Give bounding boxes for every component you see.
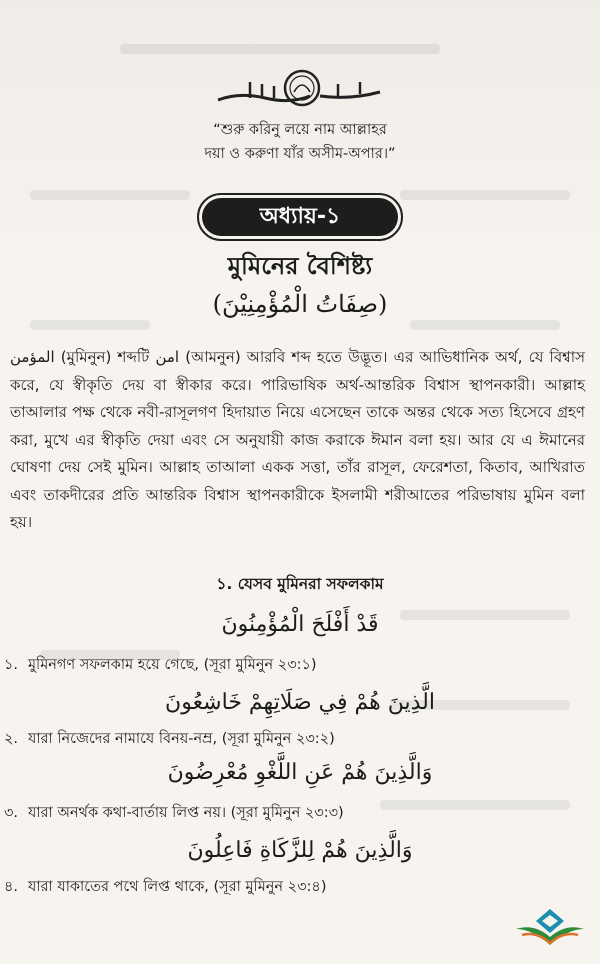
verse-number-3: ৩.: [4, 805, 19, 821]
chapter-arabic-title: (صِفَاتُ الْمُؤْمِنِيْنَ): [212, 290, 388, 318]
verse-number-1: ১.: [4, 657, 19, 673]
verse-arabic-2: الَّذِينَ هُمْ فِي صَلَاتِهِمْ خَاشِعُونَ: [165, 690, 435, 715]
verse-translation-1: [4, 654, 594, 678]
verse-translation-3: [4, 802, 594, 826]
verse-number-2: ২.: [4, 731, 19, 747]
bismillah-calligraphy: [210, 62, 390, 110]
intro-paragraph: المؤمن (মুমিনুন) শব্দটি امن (আমনুন) আরবি শব্দ হতে উদ্ভূত। এর আভিধানিক অর্থ, যে বিশ্বাস করে, যে স্বীকৃতি দেয় বা স্বীকার করে। পারিভাষিক অর্থ-আন্তরিক বিশ্বাস স্থাপনকারী। আল্লাহ তাআলার পক্ষ থেকে নবী-রাসূলগণ হিদায়াত নিয়ে এসেছেন তাকে অন্তর থেকে সত্য হিসেবে গ্রহণ করা, মুখে এর স্বীকৃতি দেয়া এবং সে অনুযায়ী কাজ করাকে ঈমান বলা হয়। আর যে এ ঈমানের ঘোষণা দেয় সেই মুমিন। আল্লাহ তাআলা একক সত্তা, তাঁর রাসূল, ফেরেশতা, কিতাব, আখিরাত এবং তাকদীরের প্রতি আন্তরিক বিশ্বাস স্থাপনকারীকে ইসলামী শরীআতের পরিভাষায় মুমিন বলা হয়।: [10, 348, 585, 531]
verse-arabic-3: وَالَّذِينَ هُمْ عَنِ اللَّغْوِ مُعْرِضُونَ: [167, 760, 433, 785]
verse-text-3: যারা অনর্থক কথা-বার্তায় লিপ্ত নয়। (সূরা মুমিনুন ২৩:৩): [28, 805, 344, 821]
chapter-label: অধ্যায়-১: [202, 198, 398, 236]
verse-text-1: মুমিনগণ সফলকাম হয়ে গেছে, (সূরা মুমিনুন ২৩:১): [28, 657, 317, 673]
intro-line-2: দয়া ও করুণা যাঁর অসীম-অপার।”: [204, 146, 396, 162]
verse-translation-4: [4, 876, 594, 900]
verse-arabic-1: قَدْ أَفْلَحَ الْمُؤْمِنُونَ: [221, 612, 379, 637]
verse-text-4: যারা যাকাতের পথে লিপ্ত থাকে, (সূরা মুমিনুন ২৩:৪): [28, 879, 327, 895]
verse-arabic-4: وَالَّذِينَ هُمْ لِلزَّكَاةِ فَاعِلُونَ: [187, 838, 413, 863]
chapter-badge: [197, 193, 403, 241]
verse-translation-2: [4, 728, 594, 752]
intro-line-1: “শুরু করিনু লয়ে নাম আল্লাহর: [213, 122, 387, 138]
verse-number-4: ৪.: [4, 879, 19, 895]
section-title: ১. যেসব মুমিনরা সফলকাম: [216, 575, 384, 593]
verse-text-2: যারা নিজেদের নামাযে বিনয়-নম্র, (সূরা মুমিনুন ২৩:২): [28, 731, 335, 747]
publisher-logo-icon: [512, 905, 588, 949]
intro-verse: [120, 118, 480, 166]
chapter-title: মুমিনের বৈশিষ্ট্য: [227, 252, 373, 280]
